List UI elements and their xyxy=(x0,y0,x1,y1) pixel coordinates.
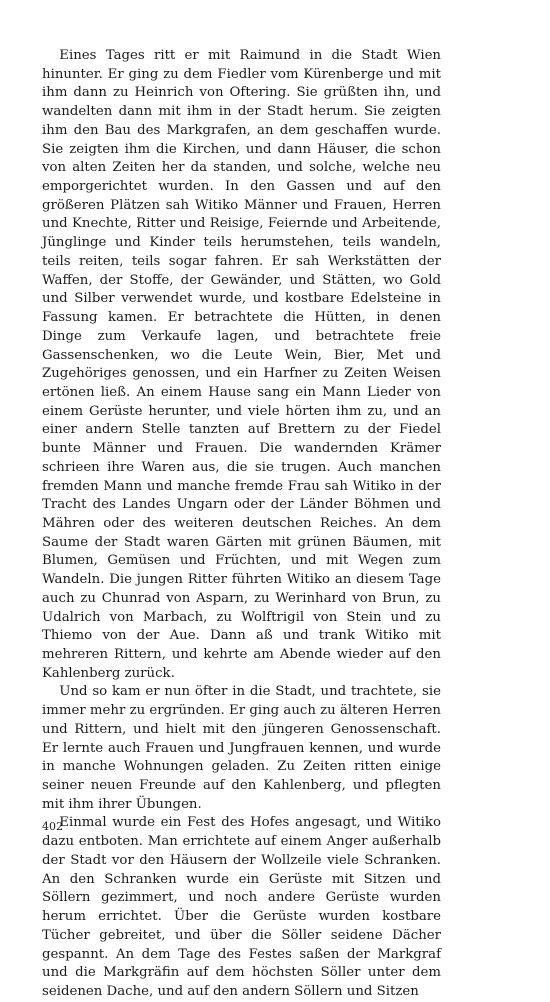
paragraph-2: Und so kam er nun öfter in die Stadt, und trachtete, sie immer mehr zu ergründen. Er ging auch zu älteren Herren und Rittern, und hielt mit den jüngeren Genossenschaft. Er lernte auch Frauen und Jungfrauen kennen, und wurde in manche Wohnungen geladen. Zu Zeiten ritten einige seiner neuen Freunde auf den Kahlenberg, und pflegten mit ihm ihrer Übungen. xyxy=(42,684,441,812)
page-number: 402 xyxy=(42,820,63,833)
paragraph-3: Einmal wurde ein Fest des Hofes angesagt, und Witiko dazu entboten. Man errichtete auf einem Anger außerhalb der Stadt vor den Häusern der Wollzeile viele Schranken. An den Schranken wurde ein Gerüste mit Sitzen und Söllern gezimmert, und noch andere Gerüste wurden herum errichtet. Über die Gerüste wurden kostbare Tücher gebreitet, und über die Söller seidene Dächer gespannt. An dem Tage des Festes saßen der Markgraf und die Markgräfin auf dem höchsten Söller unter dem seidenen Dache, und auf den andern Söllern und Sitzen xyxy=(42,815,441,999)
paragraph-1: Eines Tages ritt er mit Raimund in die Stadt Wien hinunter. Er ging zu dem Fiedler vom Kürenberge und mit ihm dann zu Heinrich von Oftering. Sie grüßten ihn, und wandelten dann mit ihm in der Stadt herum. Sie zeigten ihm den Bau des Markgrafen, an dem geschaffen wurde. Sie zeigten ihm die Kirchen, und dann Häuser, die schon von alten Zeiten her da standen, und solche, welche neu emporgerichtet wurden. In den Gassen und auf den größeren Plätzen sah Witiko Männer und Frauen, Herren und Knechte, Ritter und Reisige, Feiernde und Arbeitende, Jünglinge und Kinder teils herumstehen, teils wandeln, teils reiten, teils sogar fahren. Er sah Werkstätten der Waffen, der Stoffe, der Gewänder, und Stätten, wo Gold und Silber verwendet wurde, und kostbare Edelsteine in Fassung kamen. Er betrachtete die Hütten, in denen Dinge zum Verkaufe lagen, und betrachtete freie Gassenschenken, wo die Leute Wein, Bier, Met und Zugehöriges genossen, und ein Harfner zu Zeiten Weisen ertönen ließ. An einem Hause sang ein Mann Lieder von einem Gerüste herunter, und viele hörten ihm zu, und an einer andern Stelle tanzten auf Brettern zu der Fiedel bunte Männer und Frauen. Die wandernden Krämer schrieen ihre Waren aus, die sie trugen. Auch manchen fremden Mann und manche fremde Frau sah Witiko in der Tracht des Landes Ungarn oder der Länder Böhmen und Mähren oder des weiteren deutschen Reiches. An dem Saume der Stadt waren Gärten mit grünen Bäumen, mit Blumen, Gemüsen und Früchten, und mit Wegen zum Wandeln. Die jungen Ritter führten Witiko an diesem Tage auch zu Chunrad von Asparn, zu Werinhard von Brun, zu Udalrich von Marbach, zu Wolftrigil von Stein und zu Thiemo von der Aue. Dann aß und trank Witiko mit mehreren Rittern, und kehrte am Abende wieder auf den Kahlenberg zurück. xyxy=(42,48,441,681)
page-body xyxy=(42,47,441,1002)
